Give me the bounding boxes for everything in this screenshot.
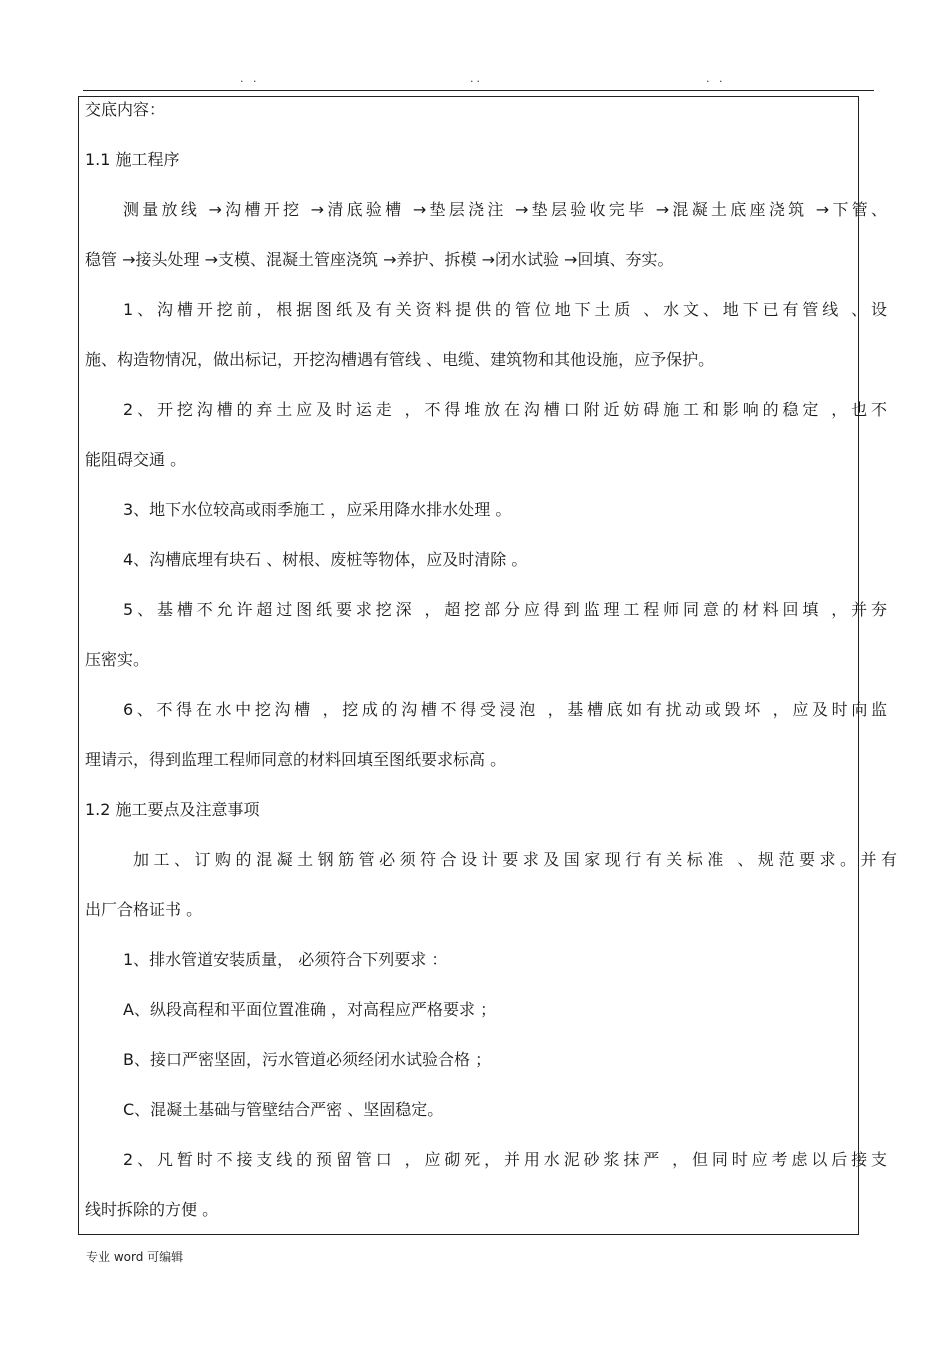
paragraph-line: 能阻碍交通 。 [85,450,187,469]
list-item: A、纵段高程和平面位置准确 ，对高程应严格要求 ； [123,1000,497,1019]
paragraph-line: 1、排水管道安装质量， 必须符合下列要求 ： [123,950,448,969]
header-dots-right: . . [706,72,726,85]
list-item: C、混凝土基础与管壁结合严密 、坚固稳定。 [123,1100,444,1119]
paragraph-line: 1、沟槽开挖前，根据图纸及有关资料提供的管位地下土质 、水文、地下已有管线 、设 [123,300,887,319]
paragraph-line: 线时拆除的方便 。 [85,1200,219,1219]
paragraph-line: 加工、订购的混凝土钢筋管必须符合设计要求及国家现行有关标准 、规范要求。并有 [133,850,897,869]
content-frame [78,96,897,1235]
header-dots-center: .. [470,72,483,85]
section-heading-1-1: 1.1 施工程序 [85,150,180,169]
paragraph-line: 6、不得在水中挖沟槽 ，挖成的沟槽不得受浸泡 ，基槽底如有扰动或毁坏 ，应及时向监 [123,700,887,719]
paragraph-line: 施、构造物情况，做出标记，开挖沟槽遇有管线 、电缆、建筑物和其他设施，应予保护。 [85,350,715,369]
paragraph-line: 出厂合格证书 。 [85,900,203,919]
label-disclosure-content: 交底内容： [85,100,166,119]
paragraph-line: 稳管 →接头处理 →支模、混凝土管座浇筑 →养护、拆模 →闭水试验 →回填、夯实。 [85,250,674,269]
paragraph-line: 测量放线 →沟槽开挖 →清底验槽 →垫层浇注 →垫层验收完毕 →混凝土底座浇筑 →下管、 [123,200,887,219]
section-heading-1-2: 1.2 施工要点及注意事项 [85,800,260,819]
paragraph-line: 3、地下水位较高或雨季施工 ，应采用降水排水处理 。 [123,500,512,519]
list-item: B、接口严密坚固，污水管道必须经闭水试验合格 ； [123,1050,492,1069]
paragraph-line: 2、凡暂时不接支线的预留管口 ，应砌死，并用水泥砂浆抹严 ，但同时应考虑以后接支 [123,1150,887,1169]
paragraph-line: 4、沟槽底埋有块石 、树根、废桩等物体，应及时清除 。 [123,550,528,569]
paragraph-line: 2、开挖沟槽的弃土应及时运走 ，不得堆放在沟槽口附近妨碍施工和影响的稳定 ，也不 [123,400,887,419]
page-header [0,72,950,86]
header-dots-left: . . [240,72,260,85]
paragraph-line: 5、基槽不允许超过图纸要求挖深 ，超挖部分应得到监理工程师同意的材料回填 ，并夯 [123,600,887,619]
paragraph-line: 理请示，得到监理工程师同意的材料回填至图纸要求标高 。 [85,750,507,769]
paragraph-line: 压密实。 [85,650,150,669]
page-footer: 专业 word 可编辑 [86,1250,184,1264]
